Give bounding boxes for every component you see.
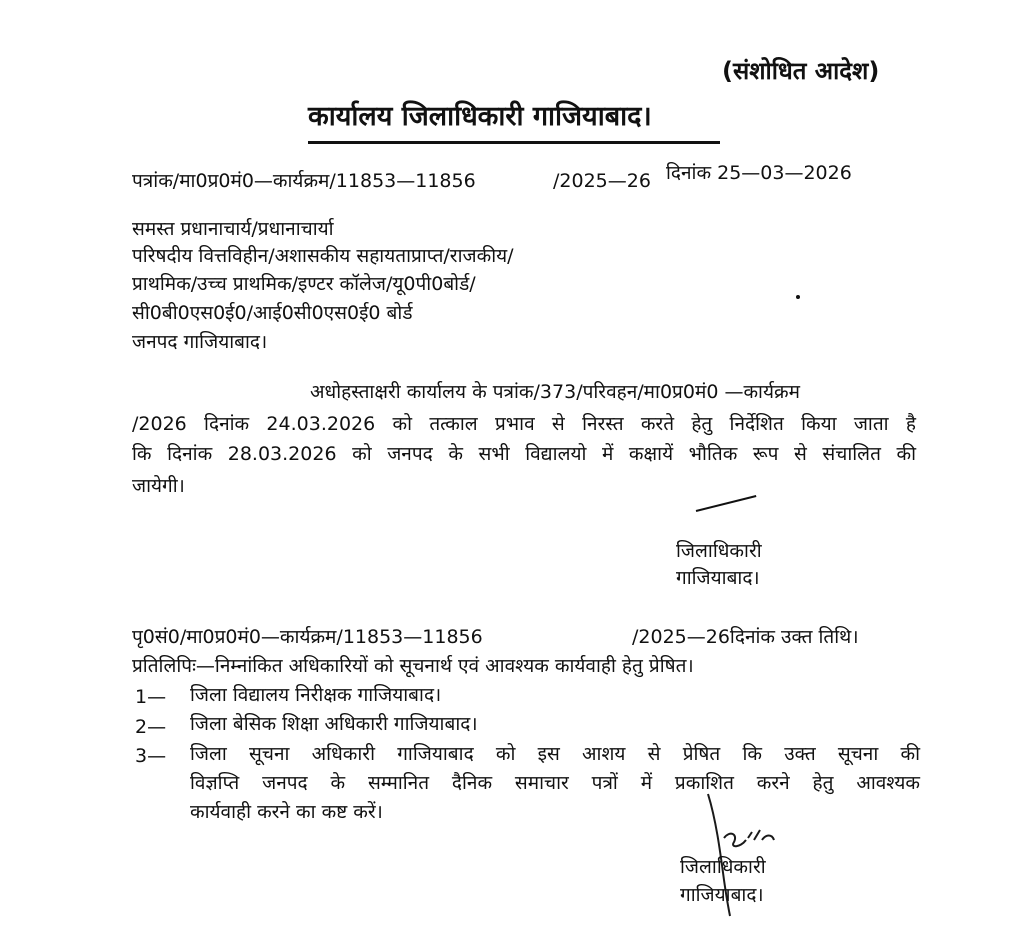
list-item: विज्ञप्ति जनपद के सम्मानित दैनिक समाचार पत्रों में प्रकाशित करने हेतु आवश्यक [190, 772, 920, 794]
list-number: 3— [135, 745, 167, 767]
letter-date: दिनांक 25—03—2026 [666, 162, 852, 184]
addressee-line: सी0बी0एस0ई0/आई0सी0एस0ई0 बोर्ड [132, 302, 413, 324]
list-item: कार्यवाही करने का कष्ट करें। [190, 801, 383, 823]
body-line: कि दिनांक 28.03.2026 को जनपद के सभी विद्यालयो में कक्षायें भौतिक रूप से संचालित की [132, 443, 916, 465]
signatory-title: जिलाधिकारी [676, 540, 762, 562]
amendment-label: (संशोधित आदेश) [722, 57, 880, 85]
signature-mark [696, 495, 757, 512]
letter-year: /2025—26 [553, 170, 651, 192]
ink-dot [796, 295, 800, 299]
addressee-line: परिषदीय वित्तविहीन/अशासकीय सहायताप्राप्त/राजकीय/ [132, 245, 514, 267]
body-line: जायेगी। [132, 475, 185, 497]
list-item: जिला बेसिक शिक्षा अधिकारी गाजियाबाद। [190, 713, 478, 735]
list-item: जिला विद्यालय निरीक्षक गाजियाबाद। [190, 684, 442, 706]
addressee-line: प्राथमिक/उच्च प्राथमिक/इण्टर कॉलेज/यू0पी0बोर्ड/ [132, 273, 476, 295]
copy-reference-number: पृ0सं0/मा0प्र0मं0—कार्यक्रम/11853—11856 [132, 626, 483, 648]
signatory-title: जिलाधिकारी [680, 856, 766, 878]
list-item: जिला सूचना अधिकारी गाजियाबाद को इस आशय से प्रेषित कि उक्त सूचना की [190, 743, 920, 765]
addressee-line: समस्त प्रधानाचार्य/प्रधानाचार्या [132, 218, 334, 240]
letter-number: पत्रांक/मा0प्र0मं0—कार्यक्रम/11853—11856 [132, 170, 476, 192]
title-underline [308, 141, 720, 144]
signatory-place: गाजियाबाद। [680, 884, 764, 906]
copy-intro: प्रतिलिपिः—निम्नांकित अधिकारियों को सूचनार्थ एवं आवश्यक कार्यवाही हेतु प्रेषित। [132, 655, 694, 677]
list-number: 2— [135, 716, 167, 738]
copy-reference-date: /2025—26दिनांक उक्त तिथि। [632, 626, 859, 648]
office-title: कार्यालय जिलाधिकारी गाजियाबाद। [308, 101, 652, 132]
addressee-line: जनपद गाजियाबाद। [132, 331, 268, 353]
body-line: अधोहस्ताक्षरी कार्यालय के पत्रांक/373/परिवहन/मा0प्र0मं0 —कार्यक्रम [310, 381, 800, 403]
body-line: /2026 दिनांक 24.03.2026 को तत्काल प्रभाव से निरस्त करते हेतु निर्देशित किया जाता है [132, 413, 916, 435]
signatory-place: गाजियाबाद। [676, 567, 760, 589]
list-number: 1— [135, 686, 167, 708]
